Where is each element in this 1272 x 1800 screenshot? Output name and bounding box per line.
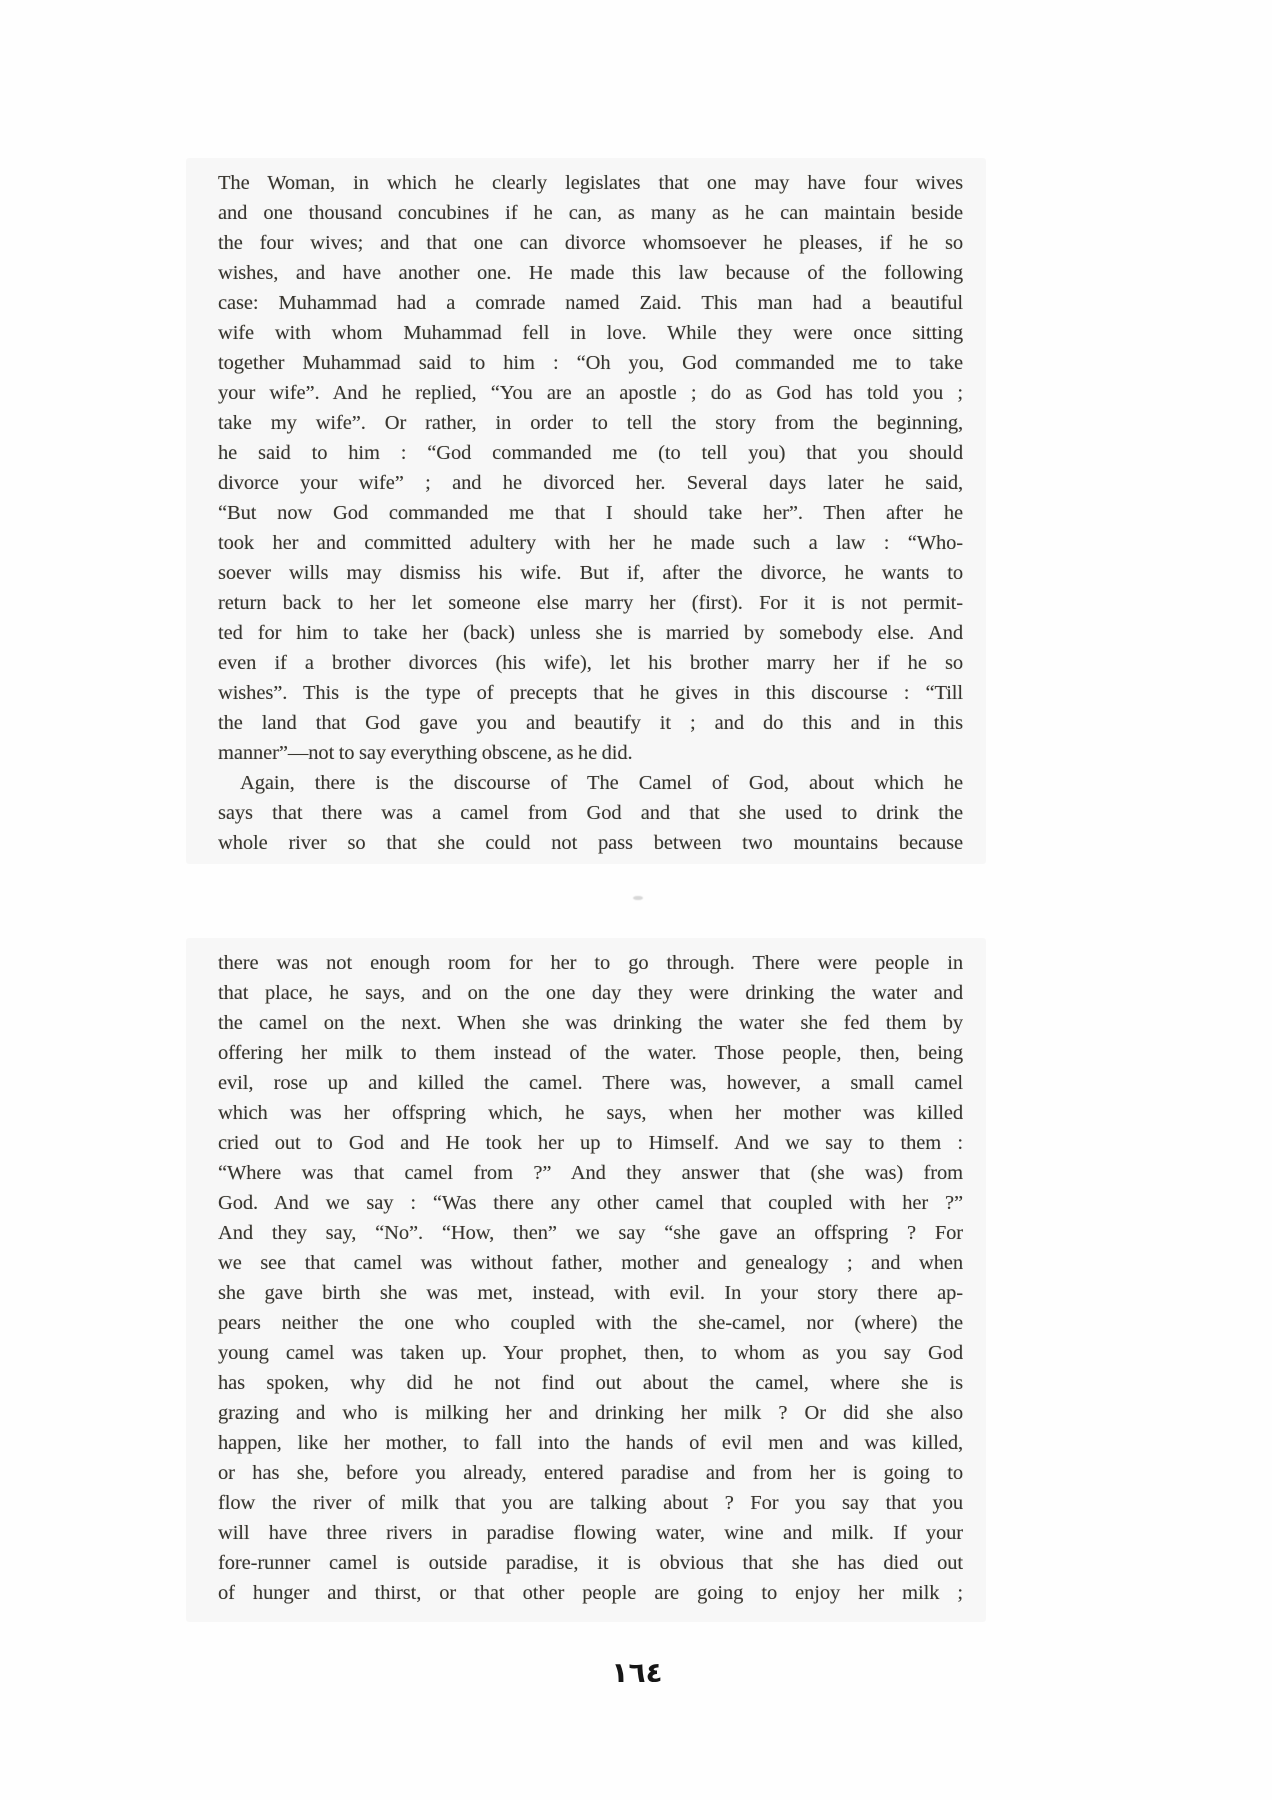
text-line: happen, like her mother, to fall into the hands of evil men and was killed, — [218, 1432, 963, 1454]
text-line: wishes”. This is the type of precepts that he gives in this discourse : “Till — [218, 682, 963, 704]
text-line: together Muhammad said to him : “Oh you, God commanded me to take — [218, 352, 963, 374]
text-line: your wife”. And he replied, “You are an apostle ; do as God has told you ; — [218, 382, 963, 404]
text-line: Again, there is the discourse of The Camel of God, about which he — [240, 772, 963, 794]
text-line: fore-runner camel is outside paradise, it is obvious that she has died out — [218, 1552, 963, 1574]
text-line: And they say, “No”. “How, then” we say “she gave an offspring ? For — [218, 1222, 963, 1244]
text-line: grazing and who is milking her and drinking her milk ? Or did she also — [218, 1402, 963, 1424]
text-line: the land that God gave you and beautify it ; and do this and in this — [218, 712, 963, 734]
text-line: flow the river of milk that you are talking about ? For you say that you — [218, 1492, 963, 1514]
text-line: “Where was that camel from ?” And they answer that (she was) from — [218, 1162, 963, 1184]
text-line: has spoken, why did he not find out about the camel, where she is — [218, 1372, 963, 1394]
text-line: the camel on the next. When she was drinking the water she fed them by — [218, 1012, 963, 1034]
text-line: which was her offspring which, he says, when her mother was killed — [218, 1102, 963, 1124]
scan-artifact-mark — [633, 896, 643, 900]
text-line: cried out to God and He took her up to Himself. And we say to them : — [218, 1132, 963, 1154]
paragraph-continuation — [218, 948, 963, 1608]
text-line: return back to her let someone else marry her (first). For it is not permit- — [218, 592, 963, 614]
text-block-upper — [218, 168, 963, 858]
paragraph-camel-of-god — [218, 768, 963, 858]
text-line: take my wife”. Or rather, in order to tell the story from the beginning, — [218, 412, 963, 434]
text-line: that place, he says, and on the one day they were drinking the water and — [218, 982, 963, 1004]
text-line: God. And we say : “Was there any other camel that coupled with her ?” — [218, 1192, 963, 1214]
paragraph-continuation — [218, 168, 963, 768]
text-line: says that there was a camel from God and that she used to drink the — [218, 802, 963, 824]
text-line: we see that camel was without father, mother and genealogy ; and when — [218, 1252, 963, 1274]
text-line: “But now God commanded me that I should take her”. Then after he — [218, 502, 963, 524]
text-line: offering her milk to them instead of the water. Those people, then, being — [218, 1042, 963, 1064]
text-line: soever wills may dismiss his wife. But if, after the divorce, he wants to — [218, 562, 963, 584]
text-line: ted for him to take her (back) unless she is married by somebody else. And — [218, 622, 963, 644]
text-line: she gave birth she was met, instead, with evil. In your story there ap- — [218, 1282, 963, 1304]
page-number: ١٦٤ — [611, 1656, 663, 1689]
text-line: wife with whom Muhammad fell in love. While they were once sitting — [218, 322, 963, 344]
text-line: will have three rivers in paradise flowing water, wine and milk. If your — [218, 1522, 963, 1544]
text-line: case: Muhammad had a comrade named Zaid. This man had a beautiful — [218, 292, 963, 314]
text-line: The Woman, in which he clearly legislates that one may have four wives — [218, 172, 963, 194]
text-line: of hunger and thirst, or that other people are going to enjoy her milk ; — [218, 1582, 963, 1604]
text-line: or has she, before you already, entered paradise and from her is going to — [218, 1462, 963, 1484]
text-line: whole river so that she could not pass between two mountains because — [218, 832, 963, 854]
text-line: there was not enough room for her to go through. There were people in — [218, 952, 963, 974]
text-line: the four wives; and that one can divorce whomsoever he pleases, if he so — [218, 232, 963, 254]
text-line: even if a brother divorces (his wife), let his brother marry her if he so — [218, 652, 963, 674]
text-line: and one thousand concubines if he can, as many as he can maintain beside — [218, 202, 963, 224]
text-line: young camel was taken up. Your prophet, then, to whom as you say God — [218, 1342, 963, 1364]
text-block-lower — [218, 948, 963, 1608]
text-line: manner”—not to say everything obscene, as he did. — [218, 742, 633, 764]
text-line: wishes, and have another one. He made this law because of the following — [218, 262, 963, 284]
text-line: he said to him : “God commanded me (to tell you) that you should — [218, 442, 963, 464]
text-line: took her and committed adultery with her he made such a law : “Who- — [218, 532, 963, 554]
text-line: divorce your wife” ; and he divorced her. Several days later he said, — [218, 472, 963, 494]
text-line: pears neither the one who coupled with the she-camel, nor (where) the — [218, 1312, 963, 1334]
text-line: evil, rose up and killed the camel. There was, however, a small camel — [218, 1072, 963, 1094]
